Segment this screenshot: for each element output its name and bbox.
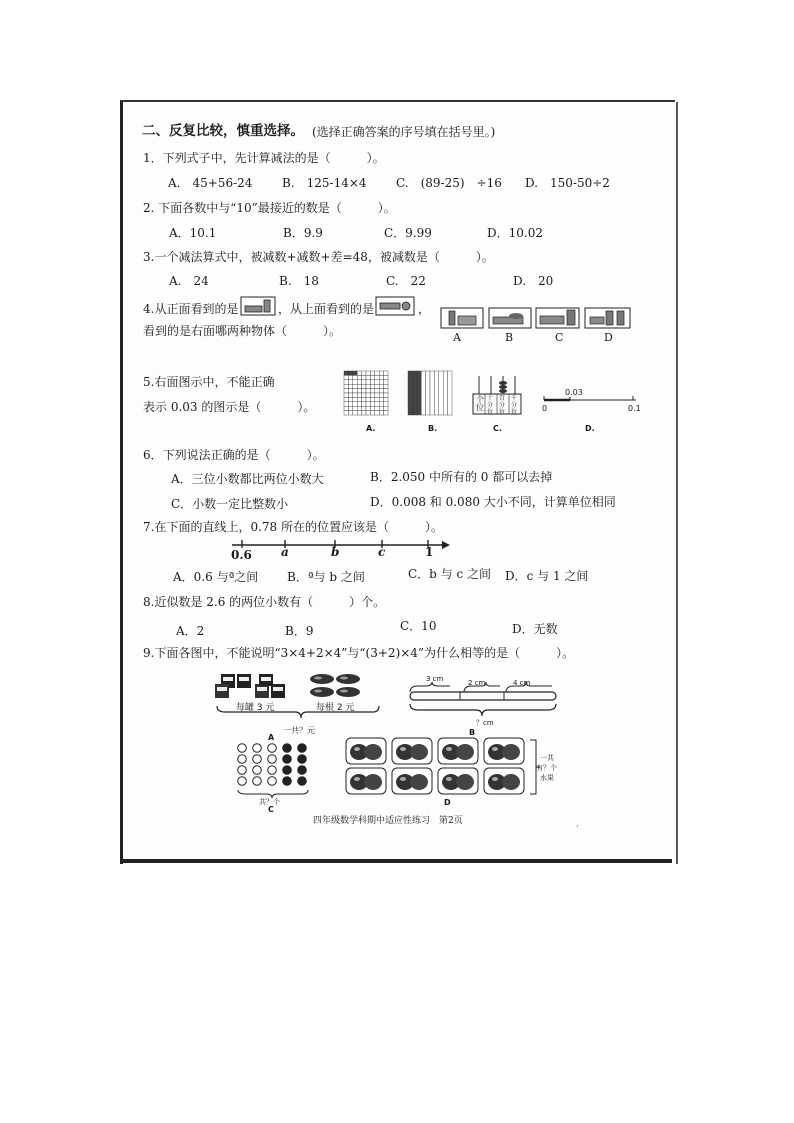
q5-line1: 5.右面图示中，不能正确 bbox=[143, 375, 275, 389]
q5-line2: 表示 0.03 的图示是（ ）。 bbox=[143, 400, 316, 414]
paint-cans bbox=[215, 674, 285, 698]
q9-b-total: ？cm bbox=[476, 719, 494, 727]
q2-option-a: A．10.1 bbox=[169, 226, 217, 240]
numberline-end: 0.1 bbox=[628, 404, 641, 413]
q4-option-d-figure bbox=[585, 308, 630, 328]
q1-option-b: B. 125-14×4 bbox=[282, 176, 367, 190]
q9-d-total3: 水果 bbox=[540, 774, 554, 782]
q5-numberline-figure-d bbox=[540, 388, 640, 408]
q4-stem-b: ，从上面看到的是 bbox=[278, 302, 375, 316]
q9-b-letter: B bbox=[469, 728, 476, 737]
q2-option-c: C．9.99 bbox=[384, 226, 432, 240]
q1-option-c: C. (89-25) ÷16 bbox=[396, 176, 502, 190]
q4-option-a-figure bbox=[441, 308, 483, 328]
q5-grid-figure-a bbox=[342, 369, 390, 417]
q6-option-d: D．0.008 和 0.080 大小不同，计算单位相同 bbox=[370, 495, 616, 509]
top-view-figure bbox=[375, 296, 415, 316]
q4-option-c-figure bbox=[536, 308, 579, 328]
q1-stem: 1．下列式子中，先计算减法的是（ ）。 bbox=[143, 151, 385, 165]
q9-d-letter: D bbox=[444, 798, 451, 807]
section-title: 二、反复比较，慎重选择。 bbox=[142, 123, 304, 139]
abacus-col-tenths: 十分位 bbox=[487, 395, 494, 416]
abacus-col-ones: 个位 bbox=[476, 395, 484, 412]
q7-stem: 7.在下面的直线上，0.78 所在的位置应该是（ ）。 bbox=[143, 520, 443, 534]
q5-label-d: D. bbox=[585, 424, 595, 433]
q6-stem: 6．下列说法正确的是（ ）。 bbox=[143, 448, 325, 462]
q9-a-label2: 每根 2 元 bbox=[316, 703, 355, 713]
q3-stem: 3.一个减法算式中，被减数+减数+差=48，被减数是（ ）。 bbox=[143, 250, 494, 264]
page-footer: 四年级数学科期中适应性练习 第2页 bbox=[313, 816, 463, 826]
q2-stem: 2. 下面各数中与“10”最接近的数是（ ）。 bbox=[143, 201, 396, 215]
q1-option-a: A. 45+56-24 bbox=[168, 176, 253, 190]
q8-option-d: D．无数 bbox=[512, 622, 558, 636]
q8-option-c: C．10 bbox=[400, 619, 437, 633]
q9-b-seg3: 4 cm bbox=[513, 679, 531, 687]
q4-option-b-label: B bbox=[505, 331, 514, 344]
q7-tick-b: b bbox=[331, 545, 340, 559]
q3-option-d: D. 20 bbox=[513, 274, 554, 288]
q9-b-seg2: 2 cm bbox=[468, 679, 486, 687]
q6-option-a: A．三位小数都比两位小数大 bbox=[171, 472, 324, 486]
q4-stem-a: 4.从正面看到的是 bbox=[143, 302, 239, 316]
q9-a-letter: A bbox=[268, 733, 275, 742]
q2-option-b: B．9.9 bbox=[283, 226, 323, 240]
q7-option-c: C．b 与 c 之间 bbox=[408, 567, 492, 581]
q9-c-letter: C bbox=[268, 805, 274, 814]
q4-option-a-label: A bbox=[453, 331, 461, 344]
q8-option-b: B．9 bbox=[285, 624, 314, 638]
q9-a-total: 一共？元 bbox=[283, 726, 315, 735]
q5-label-c: C. bbox=[493, 424, 502, 433]
q4-option-d-label: D bbox=[604, 331, 613, 344]
q9-d-total1: 一共 bbox=[540, 754, 554, 762]
q4-option-c-label: C bbox=[555, 331, 564, 344]
q6-option-c: C．小数一定比整数小 bbox=[171, 497, 289, 511]
q5-label-a: A. bbox=[366, 424, 376, 433]
q7-option-b: B．ª与 b 之间 bbox=[287, 570, 365, 584]
q6-option-b: B．2.050 中所有的 0 都可以去掉 bbox=[370, 470, 553, 484]
q8-option-a: A．2 bbox=[176, 624, 205, 638]
q7-option-d: D．c 与 1 之间 bbox=[505, 569, 589, 583]
q7-option-a: A．0.6 与ª之间 bbox=[173, 570, 259, 584]
q9-figure-c bbox=[236, 742, 320, 798]
q9-c-total: 共？个 bbox=[259, 798, 280, 806]
q1-option-d: D. 150-50÷2 bbox=[525, 176, 610, 190]
q9-b-seg1: 3 cm bbox=[426, 675, 444, 683]
q9-figure-d bbox=[344, 736, 544, 798]
q4-option-b-figure bbox=[489, 308, 531, 328]
q4-stem-c: ， bbox=[418, 302, 431, 316]
numberline-mark: 0.03 bbox=[565, 388, 583, 397]
q7-tick-0-6: 0.6 bbox=[231, 548, 252, 562]
q7-tick-c: c bbox=[378, 545, 386, 559]
q9-d-total2: 有？个 bbox=[536, 764, 557, 772]
q5-strip-figure-b bbox=[406, 369, 454, 417]
numberline-start: 0 bbox=[542, 404, 548, 413]
q4-stem-line2: 看到的是右面哪两种物体（ ）。 bbox=[143, 324, 342, 338]
scan-edge bbox=[120, 859, 672, 863]
q7-tick-1: 1 bbox=[425, 545, 434, 559]
q2-option-d: D．10.02 bbox=[487, 226, 543, 240]
speck: · bbox=[576, 822, 579, 831]
q3-option-c: C. 22 bbox=[386, 274, 426, 288]
q9-stem: 9.下面各图中，不能说明“3×4+2×4”与“(3+2)×4”为什么相等的是（ ）。 bbox=[143, 646, 575, 660]
q3-option-b: B. 18 bbox=[279, 274, 319, 288]
abacus-col-thousandths: 千分位 bbox=[511, 395, 518, 416]
q8-stem: 8.近似数是 2.6 的两位小数有（ ）个。 bbox=[143, 595, 386, 609]
abacus-col-hundredths: 百分位 bbox=[499, 395, 506, 416]
q7-tick-a: a bbox=[281, 545, 289, 559]
q7-numberline bbox=[228, 538, 452, 552]
q5-label-b: B. bbox=[428, 424, 438, 433]
front-view-figure bbox=[240, 296, 276, 316]
section-note: (选择正确答案的序号填在括号里。) bbox=[312, 125, 496, 139]
q9-a-label1: 每罐 3 元 bbox=[236, 703, 275, 713]
sausages bbox=[310, 674, 360, 697]
q3-option-a: A. 24 bbox=[169, 274, 209, 288]
